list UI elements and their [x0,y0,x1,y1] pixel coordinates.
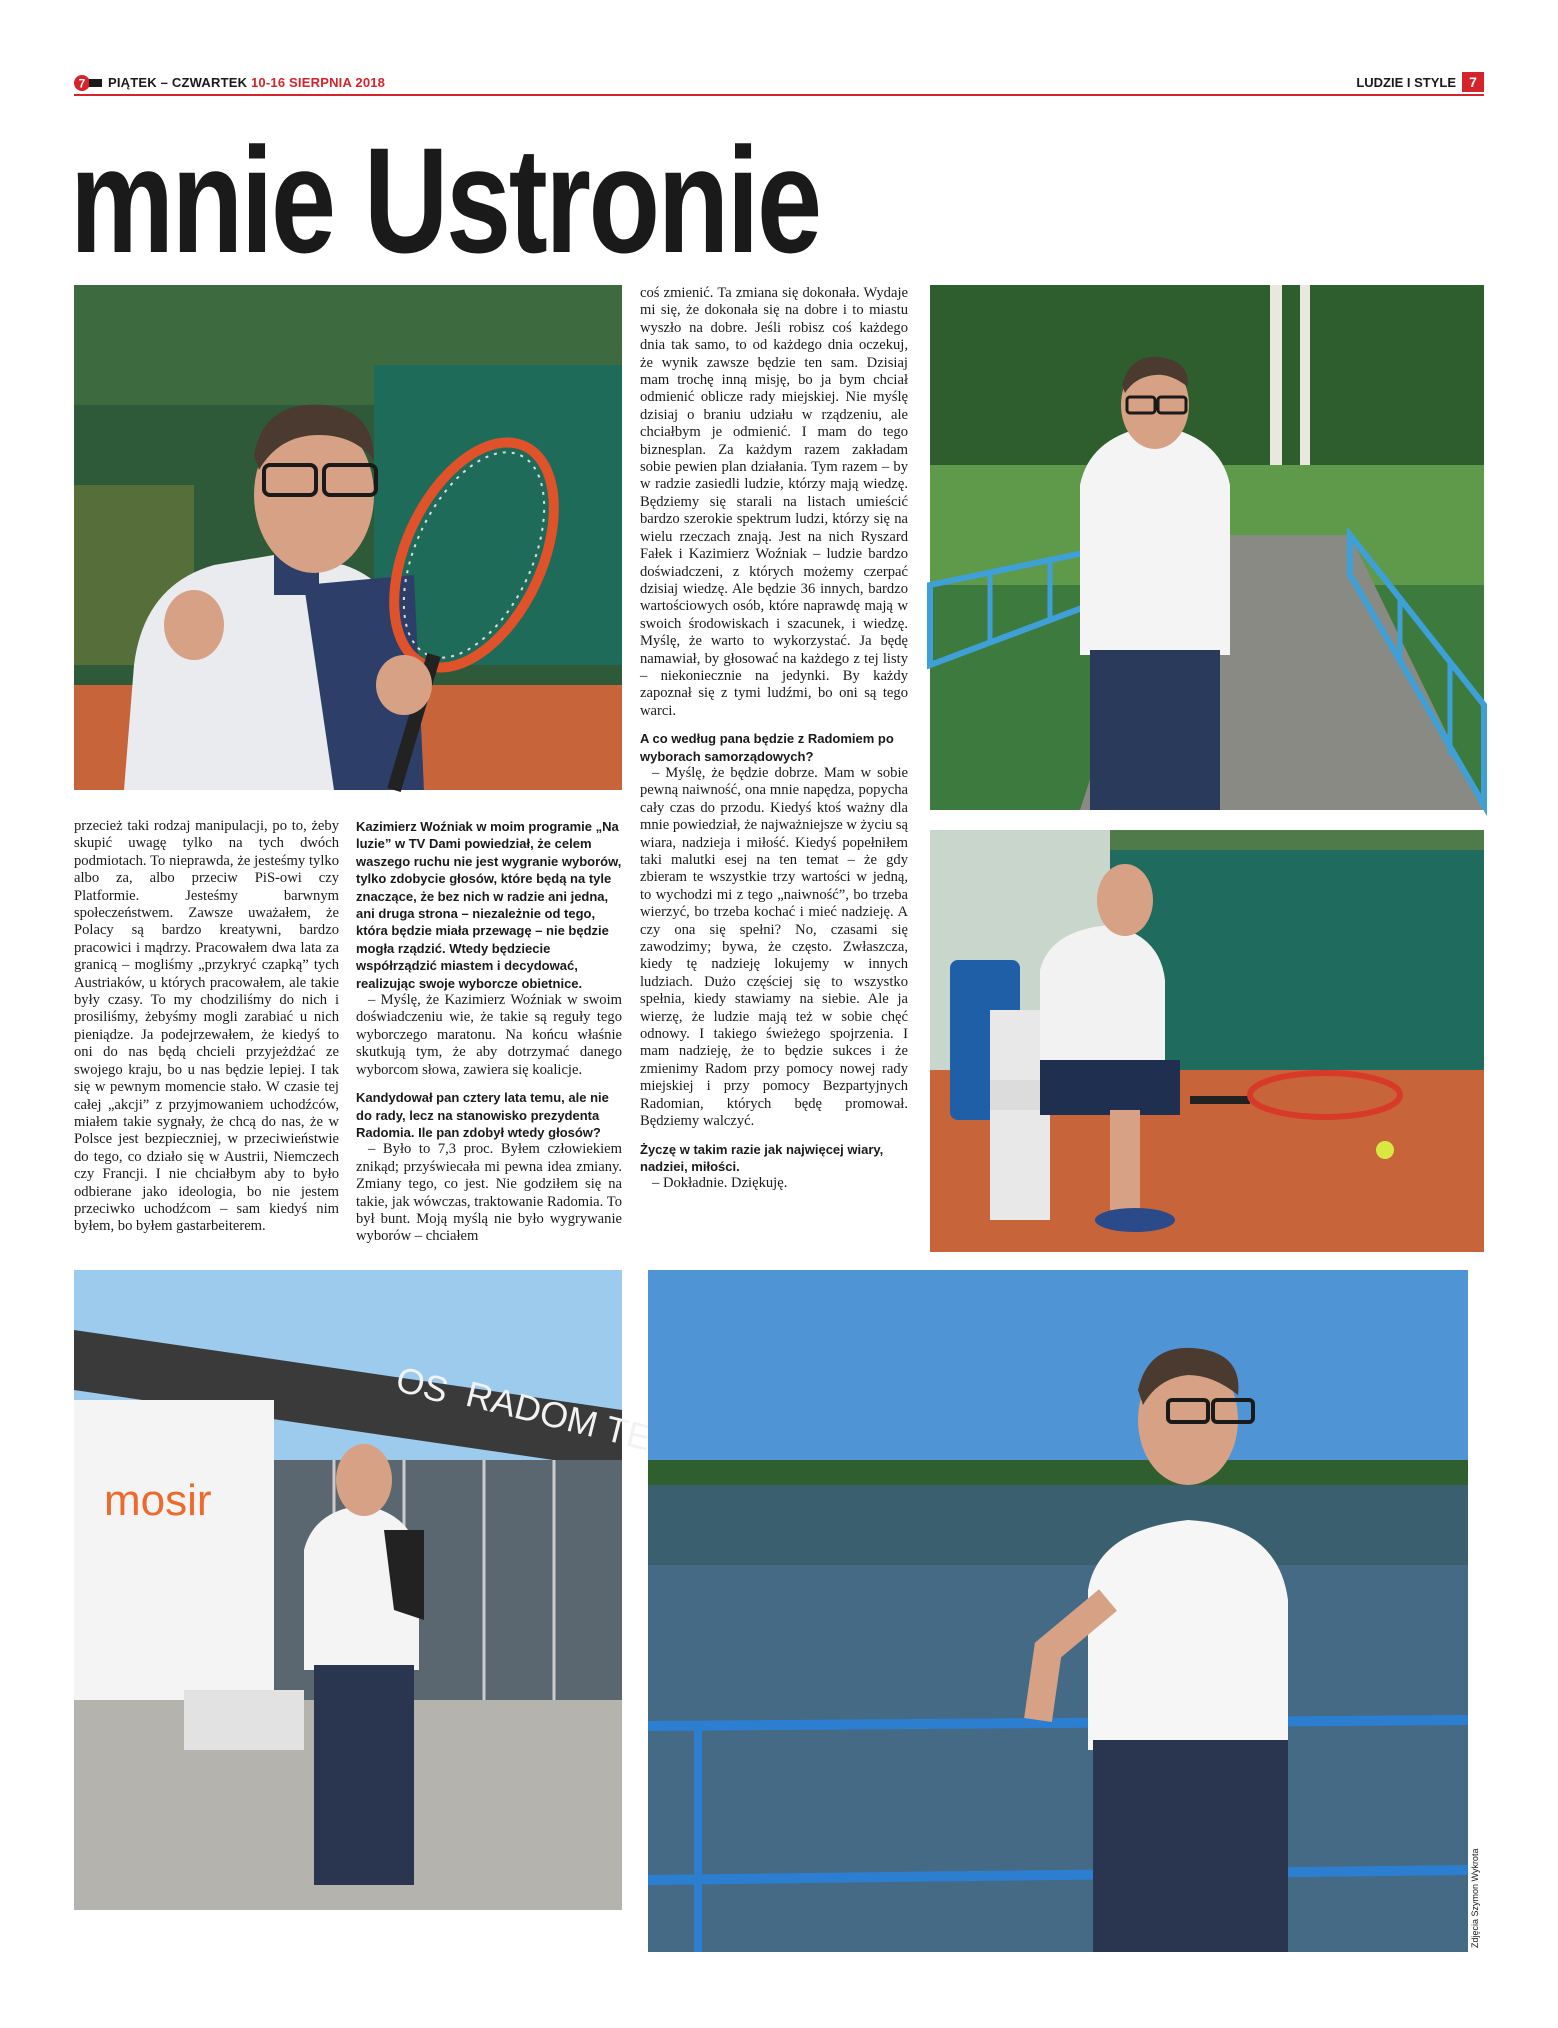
interview-question: Kandydował pan cztery lata temu, ale nie do rady, lecz na stanowisko prezydenta Radomia. Ile pan zdobył wtedy głosów? [356,1090,609,1140]
photo-tennis-club-building [74,1270,622,1910]
interview-answer: – Było to 7,3 proc. Byłem człowiekiem znikąd; przyświecała mi pewna idea zmiany. Zmiany tego, co jest. Nie godziłem się na takie, jak wówczas, traktowanie Radomia. To był bunt. Moją myślą nie było wygrywanie wyborów – chciałem [356,1141,622,1245]
interview-question: Życzę w takim razie jak najwięcej wiary, nadziei, miłości. [640,1141,884,1174]
photo-man-on-bench [930,830,1484,1252]
section-name: LUDZIE I STYLE [1356,75,1456,90]
interview-answer: – Myślę, że Kazimierz Woźniak w swoim doświadczeniu wie, że takie są reguły tego wyborczego maratonu. Na końcu właśnie skutkują tym, że aby dotrzymać danego wyborcom słowa, zawiera się koalicje. [356,992,622,1078]
interview-answer: – Myślę, że będzie dobrze. Mam w sobie pewną naiwność, ona mnie napędza, popycha cały czas do przodu. Kiedyś ktoś ważny dla mnie powiedział, że najważniejsze w życiu są wiara, nadzieja i miłość. Kiedyś popełniłem taki malutki esej na ten temat – że gdy zbieram te wszystkie trzy wartości w jedną, to wychodzi mi z tego „naiwność”, bo trzeba wierzyć, bo trzeba kochać i mieć nadzieję. A czy ona się spełni? No, czasami się zawodzimy; bywa, że często. Zwłaszcza, kiedy tę nadzieję lokujemy w innych ludziach. Dużo częściej się to wszystko spełnia, kiedy stawiamy na siebie. Ale ja wierzę, że ludzie mają też w sobie chęć odnowy. I takiego świeżego spojrzenia. I mam nadzieję, że to będzie sukces i że zmienimy Radom przy pomocy nowej rady miejskiej i przy pomocy Bezpartyjnych Radomian, których będę promował. Będziemy walczyć. [640,764,908,1130]
day-range: PIĄTEK – CZWARTEK [108,75,248,90]
tennis-club-sign: RADOM [462,1372,603,1446]
sign-prefix: OS [391,1358,453,1412]
svg-text:7: 7 [78,76,86,91]
interview-question: Kazimierz Woźniak w moim programie „Na luzie” w TV Dami powiedział, że celem waszego ruchu nie jest wygranie wyborów, tylko zdobycie głosów, które będą na tyle znaczące, że bez nich w radzie ani jedna, ani druga strona – niezależnie od tego, która będzie miała przewagę – nie będzie mogła rządzić. Wtedy będziecie współrządzić miastem i decydować, realizując swoje wyborcze obietnice. [356,819,622,991]
paragraph: przecież taki rodzaj manipulacji, po to, żeby skupić uwagę tylko na tych dwóch podmiotach. To nieprawda, że jesteśmy tylko albo za, albo przeciw PiS-owi czy Platformie. Jesteśmy barwnym społeczeństwem. Zawsze uważałem, że Polacy są bardzo kreatywni, bardzo pracowici i mądrzy. Pracowałem dwa lata za granicą – mogliśmy „przykryć czapką” tych Austriaków, u których pracowałem, ale takie były czasy. To my chodziliśmy do nich i prosiliśmy, żebyśmy mogli zarabiać u nich pieniądze. Ja podejrzewałem, że kiedyś to oni do nas będą chcieli przyjeżdżać ze swojego kraju, bo u nas będzie lepiej. I tak się w pewnym momencie stało. W czasie tej całej „akcji” z przyjmowaniem uchodźców, miałem takie sygnały, że chcą do nas, że w Polsce jest bezpieczniej, w przeciwieństwie do tego, co działo się w Austrii, Niemczech czy Francji. I nie chciałbym aby to było odbierane jako ideologia, bo nie jestem przeciwko uchodźcom – sam kiedyś nim byłem, bo byłem gastarbeiterem. [74,818,339,1235]
photo-man-by-lake [648,1270,1468,1952]
newspaper-logo-icon [74,74,102,92]
interview-answer: – Dokładnie. Dziękuję. [652,1175,788,1192]
issue-date [108,75,385,90]
article-column-2 [356,818,622,1246]
photo-credit: Zdjęcia Szymon Wykrota [1470,1848,1480,1948]
page-number: 7 [1462,72,1484,92]
header-rule [74,94,1484,96]
article-column-3 [640,285,908,1193]
interview-question: A co według pana będzie z Radomiem po wyborach samorządowych? [640,731,894,764]
page-header [74,72,1484,94]
photo-man-on-bridge [930,285,1484,810]
date-range: 10-16 SIERPNIA 2018 [251,75,386,90]
headline: mnie Ustronie [70,116,820,284]
photo-man-with-racket [74,285,622,790]
article-column-1 [74,818,339,1236]
mosir-logo-text: mosir [104,1476,212,1525]
paragraph: coś zmienić. Ta zmiana się dokonała. Wydaje mi się, że dokonała się na dobre i to miastu wyszło na dobre. Jeśli robisz coś każdego dnia tak samo, to od każdego dnia oczekuj, że wynik zawsze będzie ten sam. Dzisiaj mam trochę inną misję, bo ja bym chciał odmienić oblicze rady miejskiej. Nie myślę dzisiaj o braniu udziału w rządzeniu, ale chciałbym je odmienić. I mam do tego biznesplan. Za każdym razem zakładam sobie pewien plan działania. Tym razem – by w radzie zasiedli ludzie, którzy mają wiedzę. Będziemy się starali na listach umieścić bardzo szerokie spektrum ludzi, którzy się na wielu rzeczach znają. Jest na nich Ryszard Fałek i Kazimierz Woźniak – ludzie bardzo doświadczeni, z których możemy czerpać dzisiaj wiedzę. Ale będzie 36 innych, bardzo wartościowych osób, które naprawdę mają w swoich środowiskach i szacunek, i wiedzę. Myślę, że warto to wykorzystać. Ja będę namawiał, by głosować na każdego z tej listy – niekoniecznie na jedynki. By każdy zapoznał się z tymi ludźmi, bo oni są tego warci. [640,285,908,719]
